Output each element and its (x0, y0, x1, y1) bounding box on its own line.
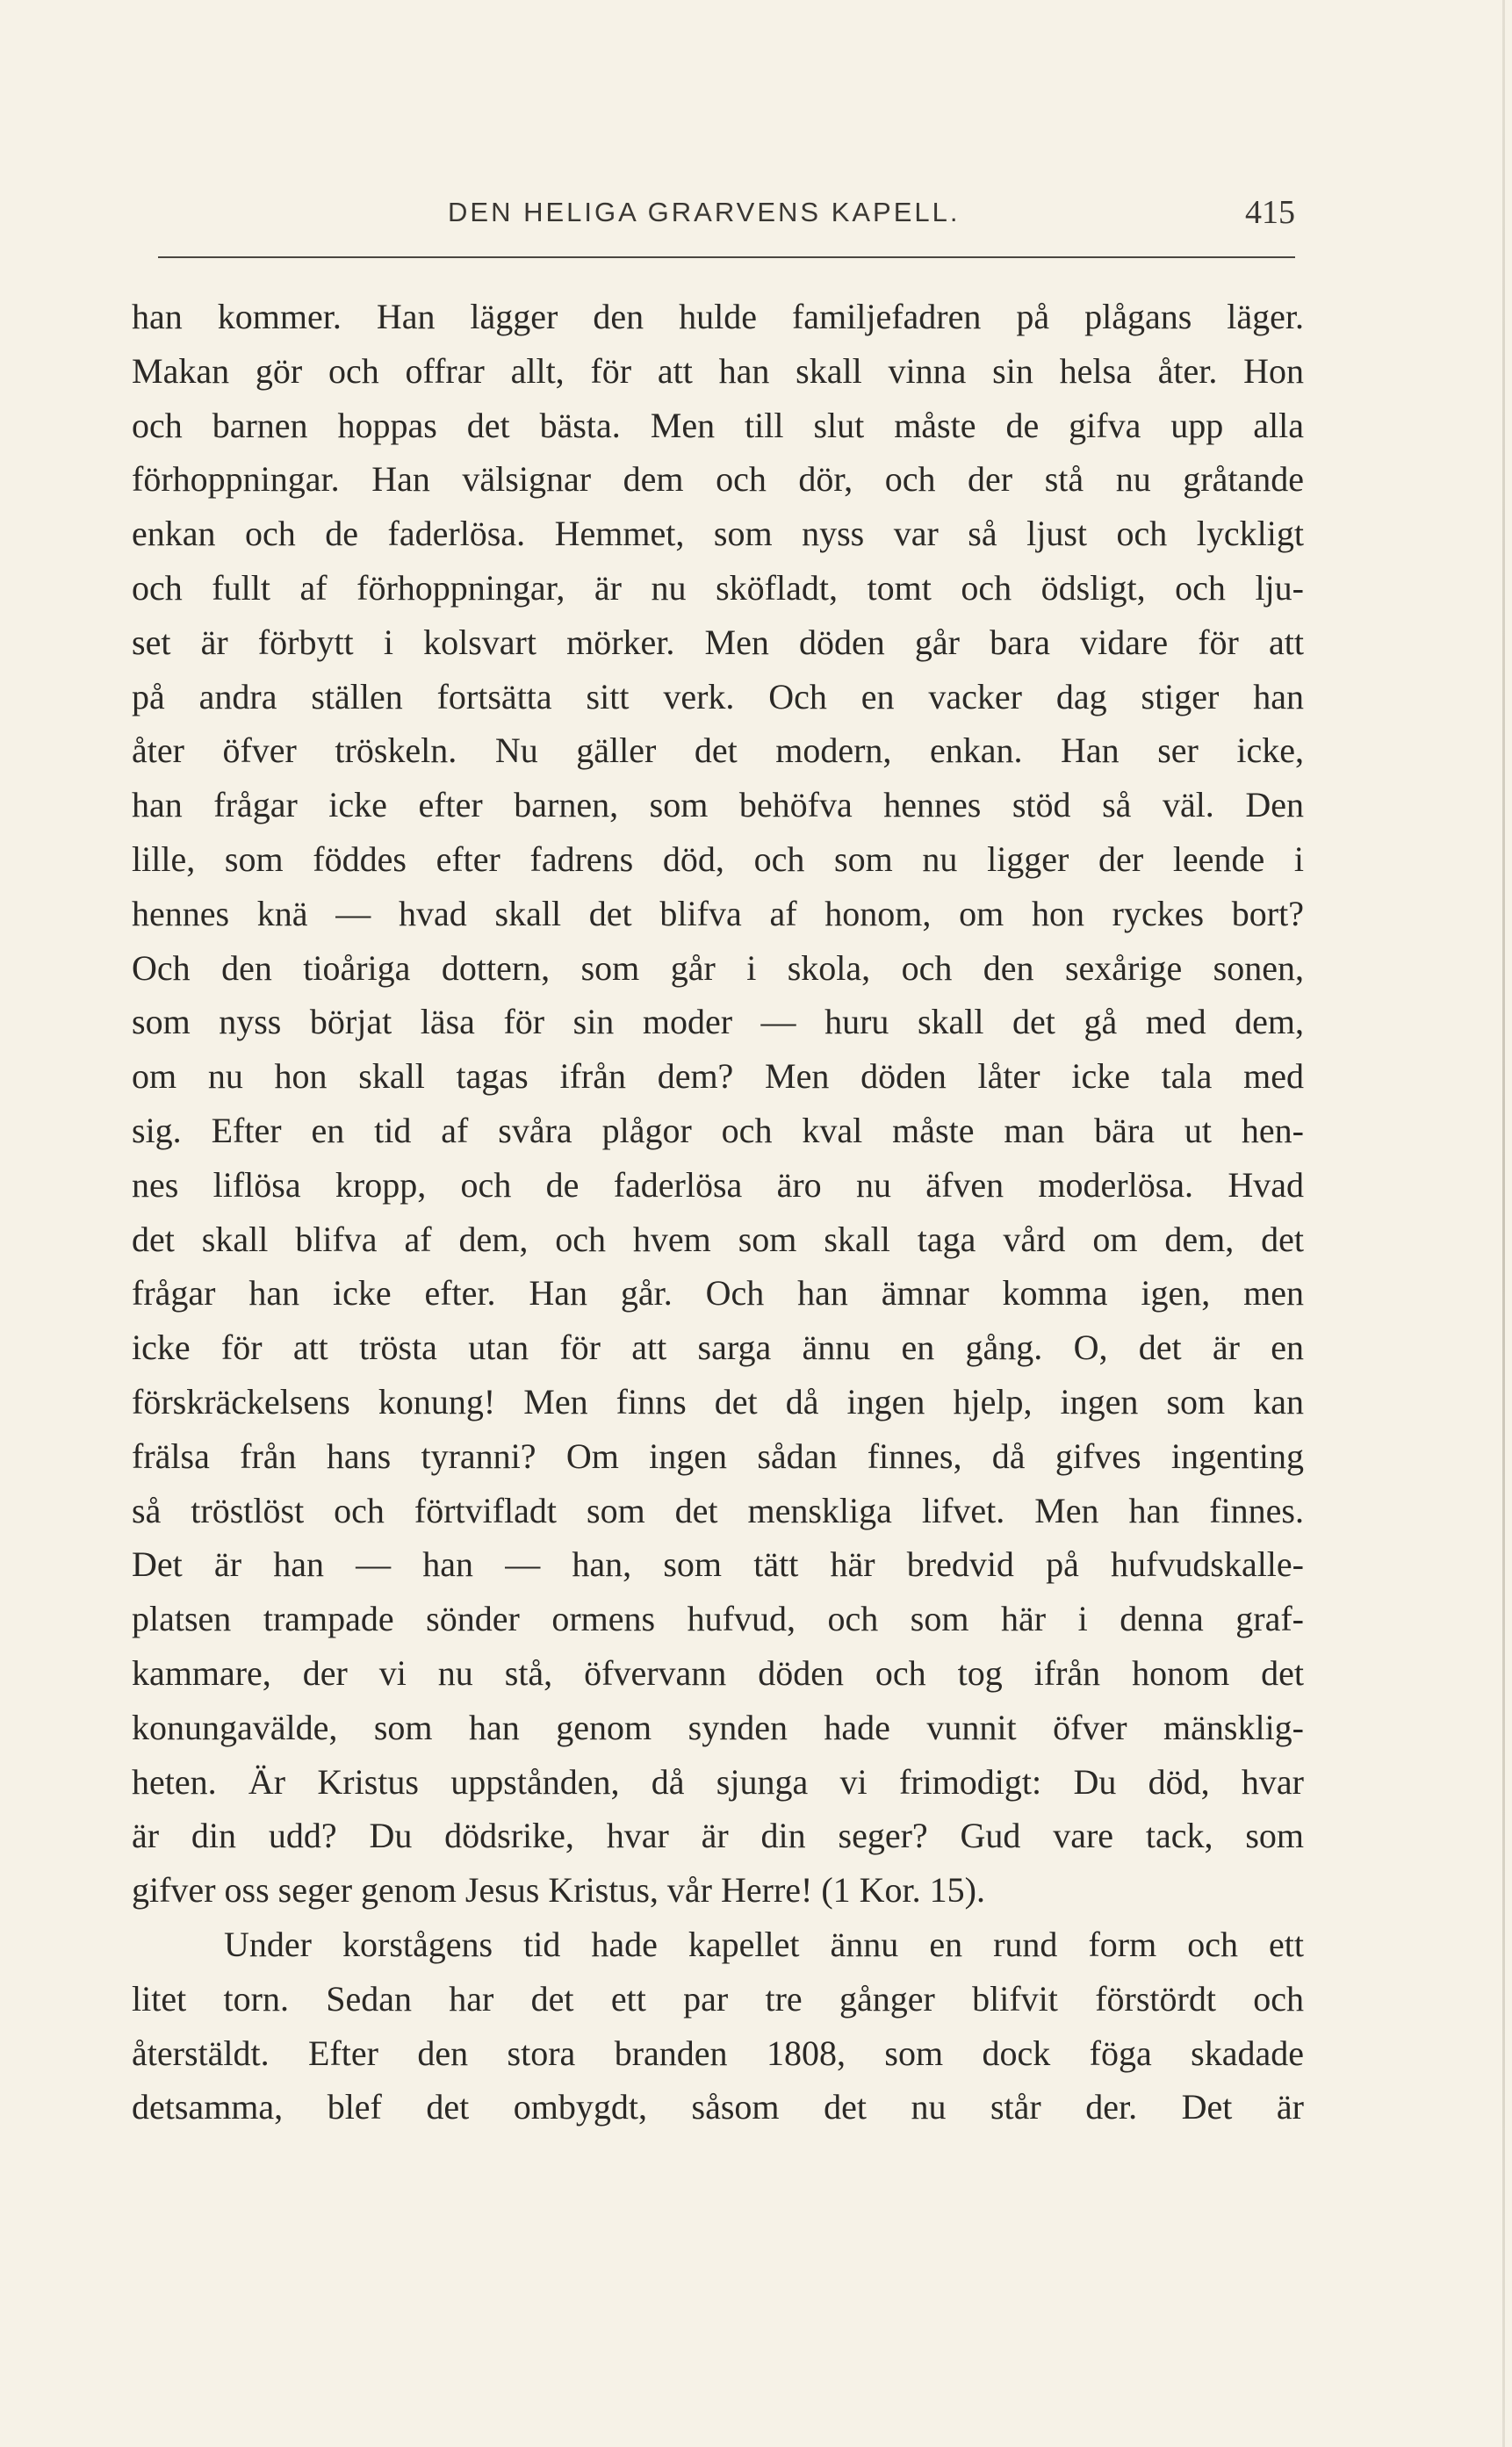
text-line: det skall blifva af dem, och hvem som skall taga vård om dem, det (132, 1219, 1304, 1259)
text-line: som nyss börjat läsa för sin moder — huru skall det gå med dem, (132, 1002, 1304, 1042)
page-edge-shadow (1502, 0, 1505, 2447)
text-line: litet torn. Sedan har det ett par tre gånger blifvit förstördt och (132, 1978, 1304, 2019)
text-line: frågar han icke efter. Han går. Och han ämnar komma igen, men (132, 1273, 1304, 1313)
text-line: heten. Är Kristus uppstånden, då sjunga vi frimodigt: Du död, hvar (132, 1761, 1304, 1802)
text-line: lille, som föddes efter fadrens död, och som nu ligger der leende i (132, 838, 1304, 879)
text-line: sig. Efter en tid af svåra plågor och kval måste man bära ut hen- (132, 1110, 1304, 1150)
text-line: platsen trampade sönder ormens hufvud, och som här i denna graf- (132, 1599, 1304, 1639)
text-line: enkan och de faderlösa. Hemmet, som nyss var så ljust och lyckligt (132, 514, 1304, 554)
text-line: han frågar icke efter barnen, som behöfva hennes stöd så väl. Den (132, 785, 1304, 825)
page-number: 415 (1245, 194, 1295, 231)
text-line: och fullt af förhoppningar, är nu sköfladt, tomt och ödsligt, och lju- (132, 567, 1304, 608)
text-line: är din udd? Du dödsrike, hvar är din seger? Gud vare tack, som (132, 1816, 1304, 1856)
text-line: åter öfver tröskeln. Nu gäller det modern, enkan. Han ser icke, (132, 731, 1304, 771)
text-line: på andra ställen fortsätta sitt verk. Och en vacker dag stiger han (132, 676, 1304, 716)
text-line: Makan gör och offrar allt, för att han skall vinna sin helsa åter. Hon (132, 350, 1304, 391)
text-line: frälsa från hans tyranni? Om ingen sådan finnes, då gifves ingenting (132, 1436, 1304, 1476)
text-line: kammare, der vi nu stå, öfvervann döden och tog ifrån honom det (132, 1652, 1304, 1693)
running-head (158, 194, 1295, 249)
text-line: gifver oss seger genom Jesus Kristus, vår Herre! (1 Kor. 15). (132, 1870, 985, 1911)
text-line: förhoppningar. Han välsignar dem och dör, och der stå nu gråtande (132, 459, 1304, 500)
running-title: DEN HELIGA GRARVENS KAPELL. (448, 197, 961, 227)
text-line: Det är han — han — han, som tätt här bredvid på hufvudskalle- (132, 1544, 1304, 1585)
header-rule (158, 256, 1295, 258)
text-line: förskräckelsens konung! Men finns det då ingen hjelp, ingen som kan (132, 1381, 1304, 1421)
text-line: och barnen hoppas det bästa. Men till slut måste de gifva upp alla (132, 405, 1304, 445)
text-line: så tröstlöst och förtvifladt som det menskliga lifvet. Men han finnes. (132, 1490, 1304, 1530)
text-line: icke för att trösta utan för att sarga ännu en gång. O, det är en (132, 1328, 1304, 1368)
text-line: han kommer. Han lägger den hulde familjefadren på plågans läger. (132, 297, 1304, 336)
text-line: detsamma, blef det ombygdt, såsom det nu står der. Det är (132, 2087, 1304, 2127)
text-line: nes liflösa kropp, och de faderlösa äro nu äfven moderlösa. Hvad (132, 1164, 1304, 1205)
text-line: Och den tioåriga dottern, som går i skola, och den sexårige sonen, (132, 947, 1304, 988)
text-line: hennes knä — hvad skall det blifva af honom, om hon ryckes bort? (132, 893, 1304, 933)
body-text (132, 290, 1304, 2134)
text-line: konungavälde, som han genom synden hade vunnit öfver mänsklig- (132, 1707, 1304, 1747)
text-line: återstäldt. Efter den stora branden 1808, som dock föga skadade (132, 2033, 1304, 2073)
text-line: set är förbytt i kolsvart mörker. Men döden går bara vidare för att (132, 622, 1304, 662)
text-line: om nu hon skall tagas ifrån dem? Men döden låter icke tala med (132, 1056, 1304, 1097)
text-line: Under korstågens tid hade kapellet ännu en rund form och ett (224, 1924, 1304, 1964)
